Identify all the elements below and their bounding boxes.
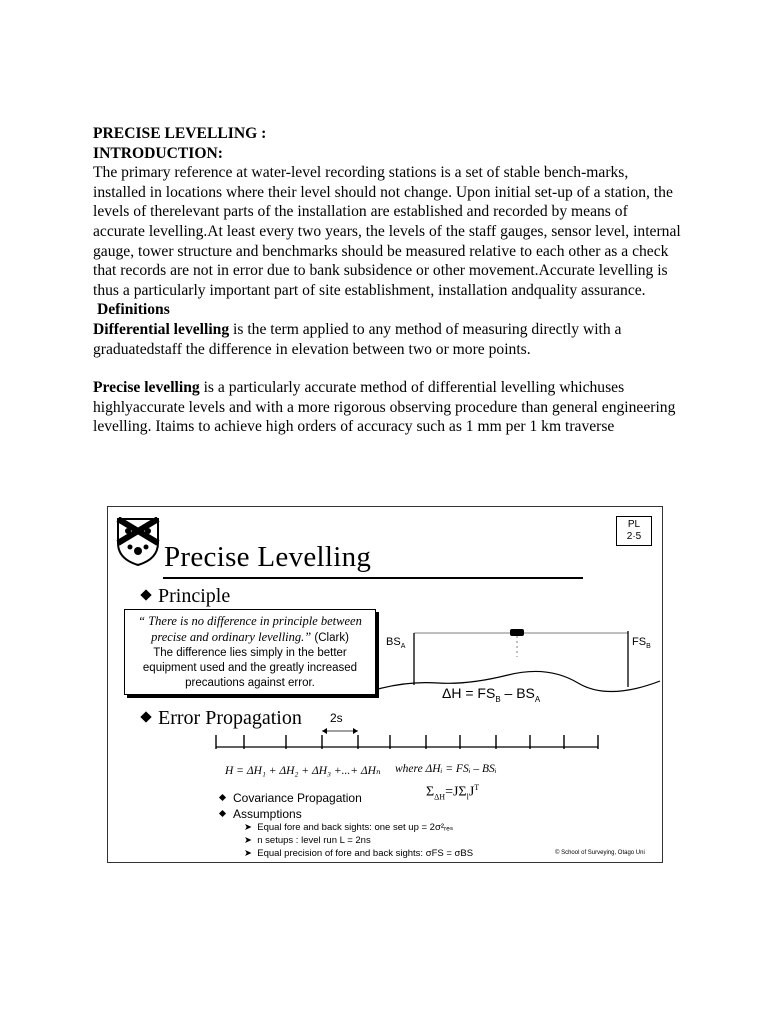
copyright-note: © School of Surveying, Otago Uni (555, 850, 645, 856)
covariance-label: Covariance Propagation (233, 791, 362, 805)
fs-label: $FS_B$ (632, 636, 651, 650)
assumptions-bullet (220, 807, 302, 821)
quote-line3: The difference lies simply in the better (153, 647, 347, 659)
assumption-1-text: Equal fore and back sights: one set up = 2σ²ᵣₑₛ (257, 822, 454, 833)
slide-number-box (616, 516, 652, 546)
university-crest-icon (116, 517, 160, 567)
document-text (93, 124, 683, 437)
assumption-1: ➤ Equal fore and back sights: one set up = 2σ²ᵣₑₛ (244, 822, 454, 833)
precise-levelling-slide (107, 506, 663, 863)
level-instrument-icon (510, 629, 524, 636)
two-s-label: 2s (330, 711, 343, 725)
definitions-heading: Definitions (97, 301, 170, 319)
principle-label: Principle (158, 585, 231, 607)
principle-bullet (142, 585, 230, 608)
differential-term: Differential levelling (93, 320, 230, 338)
assumption-2-text: n setups : level run L = 2ns (257, 835, 371, 846)
intro-paragraph: The primary reference at water-level recording stations is a set of stable bench-marks, installed in locations where their level should not change. Upon initial set-up of a station, the levels of therelevant parts of the installation are established and recorded by means of accurate levelling.At least every two years, the levels of the staff gauges, sensor level, internal gauge, tower structure and benchmarks should be measured relative to each other as a check that records are not in error due to bank subsidence or other movement.Accurate levelling is thus a particularly important part of site establishment, installation andquality assurance. (93, 164, 681, 299)
title-rule (163, 577, 583, 579)
doc-title: PRECISE LEVELLING : (93, 125, 267, 142)
quote-line1: “ There is no difference in principle between (138, 614, 362, 628)
slide-title: Precise Levelling (164, 541, 372, 573)
precise-definition (93, 378, 683, 437)
assumption-3-text: Equal precision of fore and back sights: σFS = σBS (257, 848, 474, 859)
quote-box (124, 609, 376, 695)
covariance-formula: $\Sigma_{\Delta H}=J\Sigma_lJ^T$ (426, 783, 480, 802)
quote-line2: precise and ordinary levelling.” (151, 630, 312, 644)
slide-number-line2: 2·5 (626, 531, 642, 542)
h-sum-formula: H = ΔH₁ + ΔH₂ + ΔH₃ +...+ ΔHₙ (225, 765, 381, 777)
error-propagation-label: Error Propagation (158, 707, 302, 729)
delta-h-equation: $\Delta H = FS_B - BS_A$ (442, 685, 541, 704)
covariance-bullet (220, 791, 362, 805)
precise-text: is a particularly accurate method of differential levelling whichuses highlyaccurate levels and with a more rigorous observing procedure than general engineering levelling. Itaims to achieve high orders of accuracy such as 1 mm per 1 km traverse (93, 379, 676, 436)
quote-line5: precautions against error. (185, 677, 315, 689)
bs-label: $BS_A$ (386, 636, 406, 650)
doc-subtitle: INTRODUCTION: (93, 144, 223, 162)
quote-line4: equipment used and the greatly increased (142, 662, 358, 674)
assumption-2: ➤ n setups : level run L = 2ns (244, 835, 371, 846)
slide-number-line1: PL (627, 519, 641, 530)
assumption-3: ➤ Equal precision of fore and back sights: σFS = σBS (244, 848, 474, 859)
quote-author: (Clark) (311, 632, 349, 644)
setup-scale (208, 725, 608, 753)
differential-text: is the term applied to any method of measuring directly with a graduatedstaff the difference in elevation between two or more points. (93, 320, 622, 358)
delta-h-definition: where ΔHᵢ = FSᵢ – BSᵢ (395, 763, 497, 775)
precise-term: Precise levelling (93, 379, 200, 397)
assumptions-label: Assumptions (233, 807, 302, 821)
differential-definition (93, 320, 683, 359)
